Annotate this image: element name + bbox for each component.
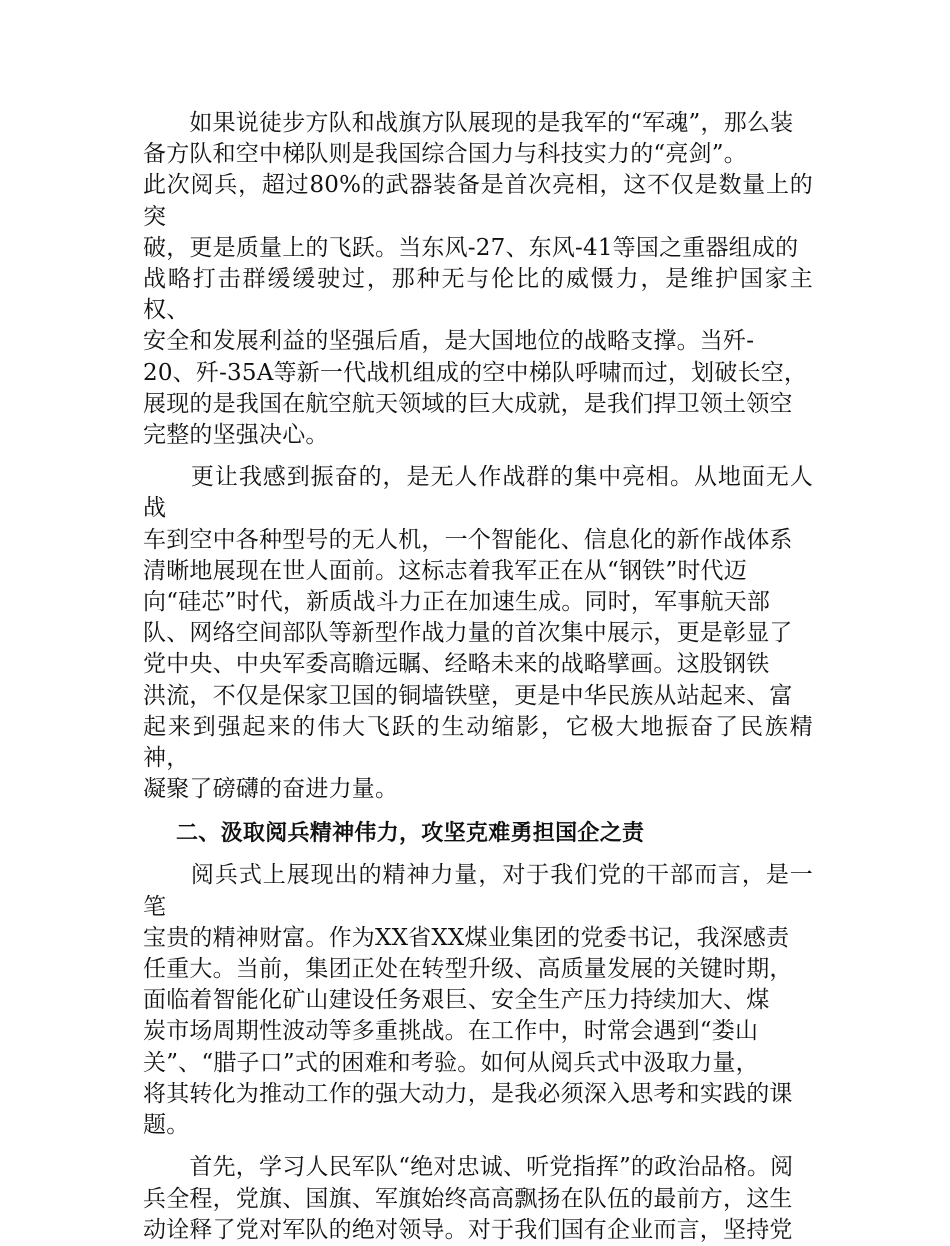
paragraph-unmanned-systems: 更让我感到振奋的，是无人作战群的集中亮相。从地面无人战 车到空中各种型号的无人机，一个智能化、信息化的新作战体系 清晰地展现在世人面前。这标志着我军正在从“钢铁”时代迈 向“硅芯”时代，新质战斗力正在加速生成。同时，军事航天部 队、网络空间部队等新型作战力量的首次集中展示，更是彰显了 党中央、中央军委高瞻远瞩、经略未来的战略擘画。这股钢铁 洪流，不仅是保家卫国的铜墙铁壁，更是中华民族从站起来、富 起来到强起来的伟大飞跃的生动缩影，它极大地振奋了民族精神， 凝聚了磅礴的奋进力量。: [143, 464, 813, 803]
paragraph-equipment-formations: 如果说徒步方队和战旗方队展现的是我军的“军魂”，那么装 备方队和空中梯队则是我国综合国力与科技实力的“亮剑”。 此次阅兵，超过80%的武器装备是首次亮相，这不仅是数量上的突 破，更是质量上的飞跃。当东风-27、东风-41等国之重器组成的 战略打击群缓缓驶过，那种无与伦比的威慑力，是维护国家主权、 安全和发展利益的坚强后盾，是大国地位的战略支撑。当歼- 20、歼-35A等新一代战机组成的空中梯队呼啸而过，划破长空， 展现的是我国在航空航天领域的巨大成就，是我们捍卫领土领空 完整的坚强决心。: [143, 110, 813, 449]
paragraph-political-loyalty: 首先，学习人民军队“绝对忠诚、听党指挥”的政治品格。阅 兵全程，党旗、国旗、军旗始终高高飘扬在队伍的最前方，这生 动诠释了党对军队的绝对领导。对于我们国有企业而言，坚持党: [143, 1154, 794, 1243]
document-body: [143, 108, 813, 1246]
paragraph-party-secretary-reflection: 阅兵式上展现出的精神力量，对于我们党的干部而言，是一笔 宝贵的精神财富。作为XX省XX煤业集团的党委书记，我深感责 任重大。当前，集团正处在转型升级、高质量发展的关键时期， 面临着智能化矿山建设任务艰巨、安全生产压力持续加大、煤 炭市场周期性波动等多重挑战。在工作中，时常会遇到“娄山 关”、“腊子口”式的困难和考验。如何从阅兵式中汲取力量， 将其转化为推动工作的强大动力，是我必须深入思考和实践的课 题。: [143, 862, 813, 1139]
section-heading-2: 二、汲取阅兵精神伟力，攻坚克难勇担国企之责: [176, 821, 645, 847]
